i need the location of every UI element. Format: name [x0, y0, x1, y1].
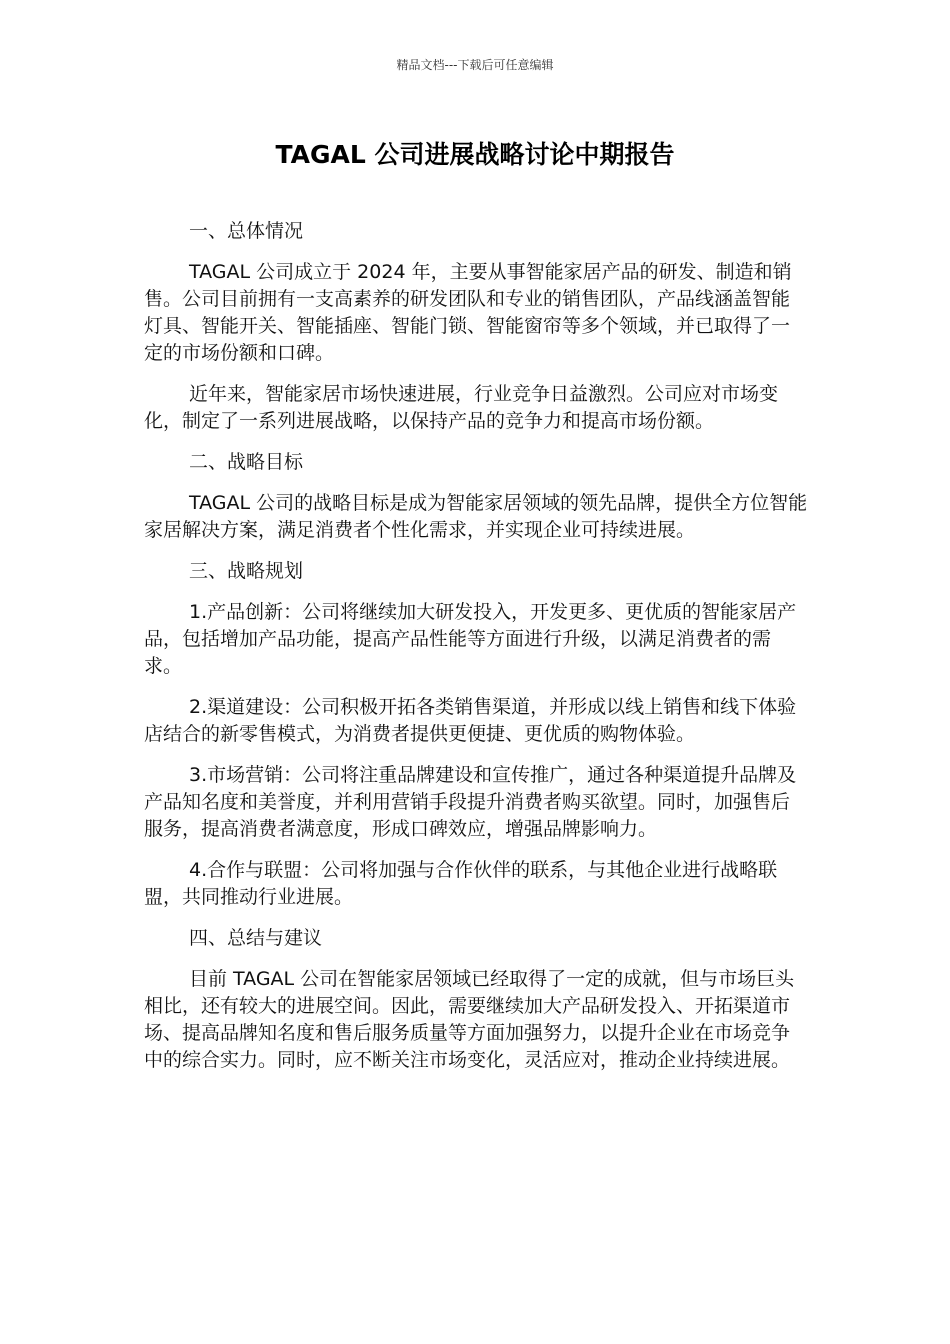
document-title: TAGAL 公司进展战略讨论中期报告	[275, 140, 675, 169]
paragraph: 3.市场营销：公司将注重品牌建设和宣传推广，通过各种渠道提升品牌及产品知名度和美誉度，并利用营销手段提升消费者购买欲望。同时，加强售后服务，提高消费者满意度，形成口碑效应，增强品牌影响力。	[144, 764, 797, 840]
section-summary	[144, 925, 808, 1074]
section-heading: 二、战略目标	[189, 451, 304, 473]
section-strategic-goals	[144, 449, 808, 544]
section-heading: 四、总结与建议	[189, 927, 323, 949]
paragraph: TAGAL 公司成立于 2024 年，主要从事智能家居产品的研发、制造和销售。公司目前拥有一支高素养的研发团队和专业的销售团队，产品线涵盖智能灯具、智能开关、智能插座、智能门锁、智能窗帘等多个领域，并已取得了一定的市场份额和口碑。	[144, 261, 792, 364]
section-overview	[144, 218, 808, 435]
section-heading: 一、总体情况	[189, 220, 304, 242]
paragraph: TAGAL 公司的战略目标是成为智能家居领域的领先品牌，提供全方位智能家居解决方案，满足消费者个性化需求，并实现企业可持续进展。	[144, 492, 808, 541]
paragraph: 2.渠道建设：公司积极开拓各类销售渠道，并形成以线上销售和线下体验店结合的新零售模式，为消费者提供更便捷、更优质的购物体验。	[144, 696, 797, 745]
page-header: 精品文档---下载后可任意编辑	[396, 58, 554, 72]
section-heading: 三、战略规划	[189, 560, 304, 582]
paragraph: 近年来，智能家居市场快速进展，行业竞争日益激烈。公司应对市场变化，制定了一系列进展战略，以保持产品的竞争力和提高市场份额。	[144, 383, 779, 432]
paragraph: 4.合作与联盟：公司将加强与合作伙伴的联系，与其他企业进行战略联盟，共同推动行业进展。	[144, 859, 778, 908]
paragraph: 目前 TAGAL 公司在智能家居领域已经取得了一定的成就，但与市场巨头相比，还有较大的进展空间。因此，需要继续加大产品研发投入、开拓渠道市场、提高品牌知名度和售后服务质量等方面加强努力，以提升企业在市场竞争中的综合实力。同时，应不断关注市场变化，灵活应对，推动企业持续进展。	[144, 968, 795, 1071]
paragraph: 1.产品创新：公司将继续加大研发投入，开发更多、更优质的智能家居产品，包括增加产品功能，提高产品性能等方面进行升级，以满足消费者的需求。	[144, 601, 797, 677]
document-body	[144, 218, 808, 1088]
section-strategic-plan	[144, 558, 808, 911]
